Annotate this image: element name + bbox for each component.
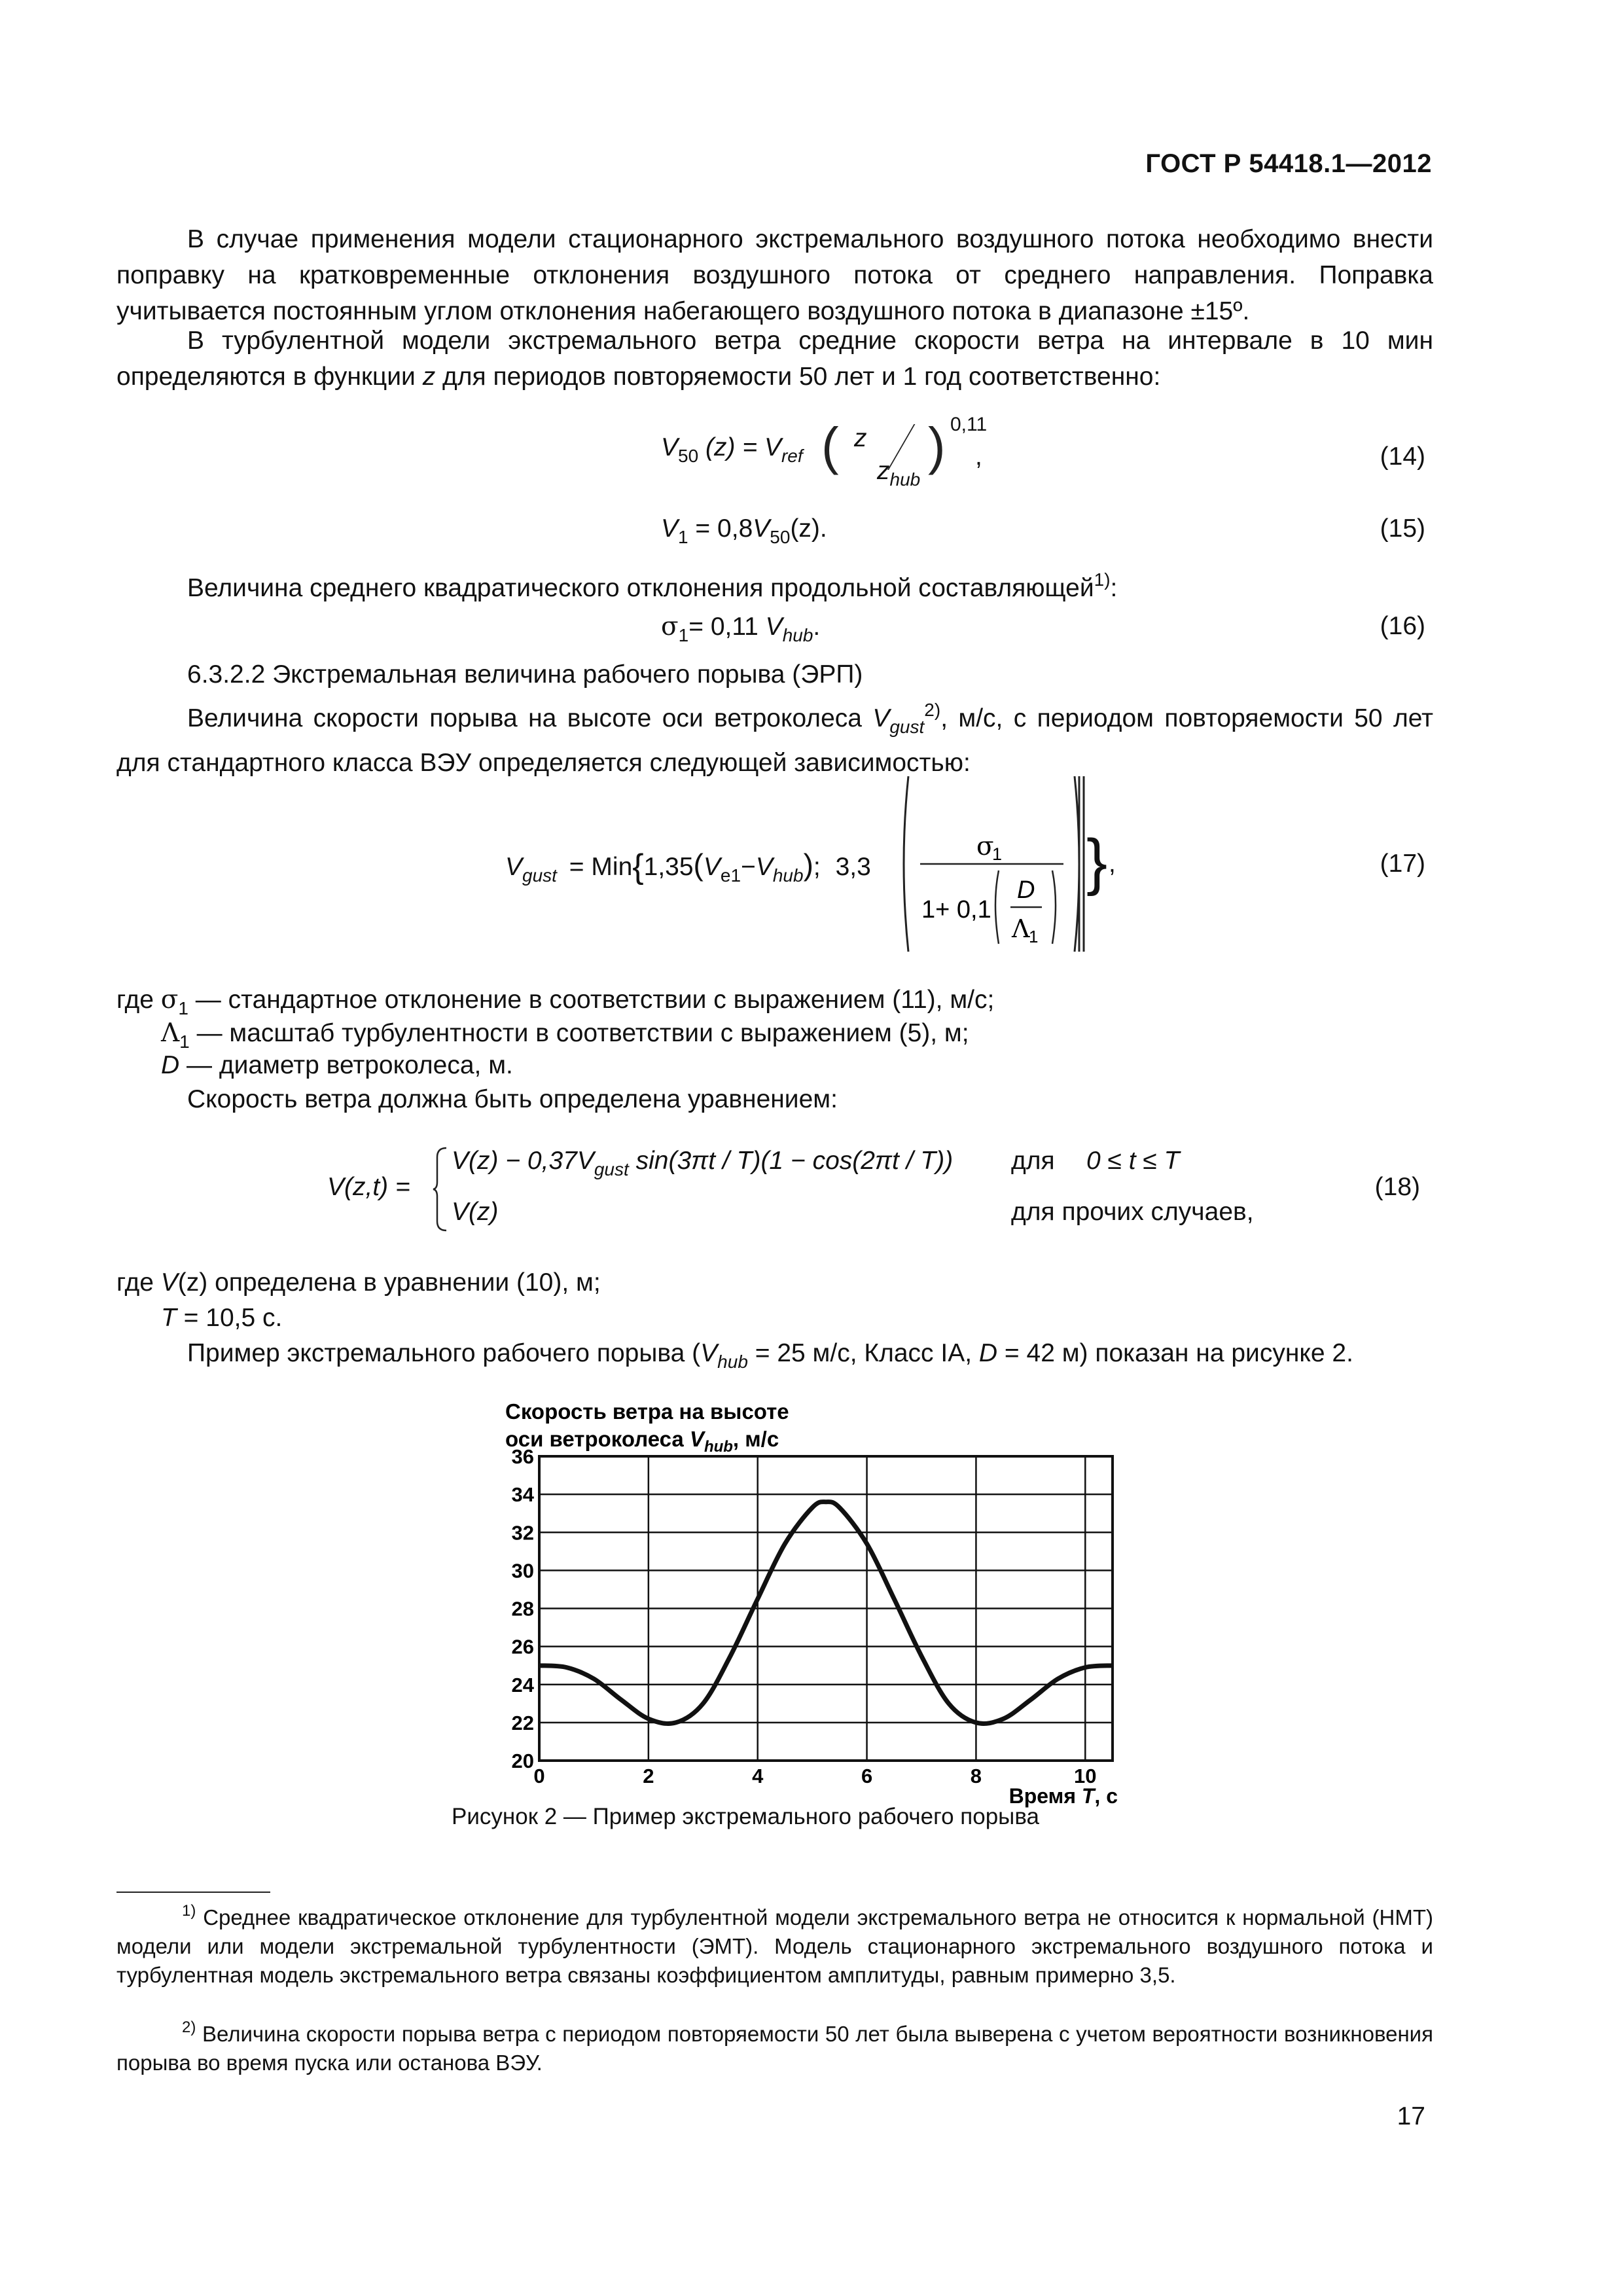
chart-series-line xyxy=(539,1502,1113,1724)
eq14-open-paren: ( xyxy=(821,417,839,475)
where-d: D — диаметр ветроколеса, м. xyxy=(161,1051,513,1079)
paragraph-turbulent-model: В турбулентной модели экстремального ветра средние скорости ветра на интервале в 10 мин определяются в функции z для периодов повторяемости 50 лет и 1 год соответственно: xyxy=(116,327,1433,391)
eq14-exponent: 0,11 xyxy=(950,414,988,435)
paragraph-wind-speed: Скорость ветра должна быть определена уравнением: xyxy=(187,1085,838,1113)
standard-header: ГОСТ Р 54418.1—2012 xyxy=(1145,149,1432,178)
footnote-2: $^{2)}$ Величина скорости порыва ветра с периодом повторяемости 50 лет была выверена с учетом вероятности возникновения порыва во время пуска или останова ВЭУ. xyxy=(116,2018,1433,2075)
eq18-brace xyxy=(432,1147,448,1232)
where-t: T = 10,5 с. xyxy=(161,1304,283,1332)
eq17-sigma-sub: 1 xyxy=(992,844,1003,864)
chart-y-tick-label: 32 xyxy=(511,1521,534,1545)
footnote-divider xyxy=(116,1892,270,1893)
eq17-fraction-block xyxy=(897,772,1106,956)
chart-title-line1: Скорость ветра на высоте xyxy=(505,1399,789,1424)
eq17-sigma: σ xyxy=(976,832,994,861)
page-number: 17 xyxy=(1397,2102,1425,2130)
equation-16: $\sigma_1= 0,11$ $V_{hub}$. xyxy=(661,612,821,645)
footnote-1: $^{1)}$ Среднее квадратическое отклонение для турбулентной модели экстремального ветра не относится к нормальной (НМТ) модели или модели экстремальной турбулентности (ЭМТ). Модель стационарного экстремального воздушного потока и турбулентная модель экстремального ветра связаны коэффициентом амплитуды, равным примерно 3,5. xyxy=(116,1902,1433,1987)
chart-y-ticks xyxy=(512,1445,535,1772)
figure-caption: Рисунок 2 — Пример экстремального рабочего порыва xyxy=(452,1804,1039,1829)
equation-number-17: (17) xyxy=(1380,850,1425,878)
equation-number-18: (18) xyxy=(1374,1173,1420,1201)
eq17-d: D xyxy=(1017,876,1035,904)
chart-x-tick-label: 4 xyxy=(752,1765,764,1787)
chart-y-tick-label: 34 xyxy=(511,1483,534,1507)
chart-title-line2: оси ветроколеса $V_{hub}$, м/с xyxy=(505,1427,779,1456)
where-vz: где V(z) определена в уравнении (10), м; xyxy=(116,1268,601,1297)
chart-x-axis-label: Время T, с xyxy=(1008,1784,1118,1808)
chart-y-tick-label: 28 xyxy=(511,1597,534,1621)
chart-y-tick-label: 24 xyxy=(511,1673,534,1696)
equation-15: $V_1 = 0,8V_{50}(z)$. xyxy=(661,514,827,547)
paragraph-gust: Величина скорости порыва на высоте оси ветроколеса $V_{gust}^{2)}$, м/с, с периодом повторяемости 50 лет для стандартного класса ВЭУ определяется следующей зависимостью: xyxy=(116,700,1433,777)
equation-14: $V_{50}$ $(z) = V_{ref}$ xyxy=(661,433,803,466)
equation-number-16: (16) xyxy=(1380,612,1425,640)
chart-x-tick-label: 10 xyxy=(1074,1765,1097,1787)
eq14-frac-num: z xyxy=(854,424,867,452)
paragraph-sigma: Величина среднего квадратического отклонения продольной составляющей$^{1)}$: xyxy=(187,569,1118,602)
chart-y-tick-label: 36 xyxy=(511,1445,534,1468)
equation-number-15: (15) xyxy=(1380,514,1425,543)
chart-y-tick-label: 30 xyxy=(511,1559,534,1583)
gust-chart xyxy=(484,1394,1139,1813)
eq17-den-pre: 1+ 0,1 xyxy=(921,896,991,924)
eq17-lambda-sub: 1 xyxy=(1029,927,1039,946)
where-lambda: $\Lambda_1$ — масштаб турбулентности в соответствии с выражением (5), м; xyxy=(161,1018,969,1052)
chart-y-tick-label: 26 xyxy=(511,1635,534,1659)
chart-x-tick-label: 8 xyxy=(970,1765,982,1787)
eq14-comma: , xyxy=(975,442,982,471)
document-page: ГОСТ Р 54418.1—2012 В случае применения модели стационарного экстремального воздушного потока необходимо внести поправку на кратковременные отклонения воздушного потока от среднего направления. Поправка учитывается постоянным углом отклонения набегающего воздушного потока в диапазоне ±15º. В турбулентной модели экстремального ветра средние скорости ветра на интервале в 10 мин определяются в функции z для периодов повторяемости 50 лет и 1 год соответственно: $V_{50}$ $(z) = V_{ref}$ ( z $z_{hub}$ ) 0,11 , (14) $V_1 = 0,8V_{50}(z)$. (15) Величина среднего квадратического отклонения продольной составляющей$^{1)}$: $\sigma_1= 0,11$ $V_{hub}$. (16) 6.3.2.2 Экстремальная величина рабочего порыва (ЭРП) Величина скорости порыва на высоте оси ветроколеса $V_{gust}^{2)}$, м/с, с периодом повторяемости 50 лет для стандартного класса ВЭУ определяется следующей зависимостью: $V_{gust} = Min\{1,35(V_{e1}-V_{hub})$; 3,3 σ 1 1+ 0,1 D Λ 1 } , (17) где $\sigma_1$ — стандартное отклонение в соответствии с выражением (11), м/с; $\Lambda_1$ — масштаб турбулентности в соответствии с выражением (5), м; D — диаметр ветроколеса, м. Скорость ветра должна быть определена уравнением: V(z,t) = $V(z) - 0,37V_{gust}$ sin(3πt / T)(1 − cos(2πt / T)) для 0 ≤ t ≤ T V(z) для прочих случаев, (18) где V(z) определена в уравнении (10), м; T = 10,5 с. Пример экстремального рабочего порыва ($V_{hub} = 25$ м/с, Класс IA, D = 42 м) показан на рисунке 2. Скорость ветра на высоте оси ветроколеса $V_{hub}$, м/с 20 22 24 26 28 30 32 34 36 0 2 4 6 8 10 Время T, с Рисунок 2 — Пример экстремального рабочего порыва $^{1)}$ Среднее квадратическое отклонение для турбулентной модели экстремального ветра не относится к нормальной (НМТ) модели или модели экстремальной турбулентности (ЭМТ). Модель стационарного экстремального воздушного потока и турбулентная модель экстремального ветра связаны коэффициентом амплитуды, равным примерно 3,5. $^{2)}$ Величина скорости порыва ветра с периодом повторяемости 50 лет была выверена с учетом вероятности возникновения порыва во время пуска или останова ВЭУ. 17 xyxy=(0,0,1623,2296)
paragraph-deviation: В случае применения модели стационарного экстремального воздушного потока необходимо внести поправку на кратковременные отклонения воздушного потока от среднего направления. Поправка учитывается постоянным углом отклонения набегающего воздушного потока в диапазоне ±15º. xyxy=(116,225,1433,325)
eq14-frac-den: $z_{hub}$ xyxy=(877,457,921,490)
paragraph-example: Пример экстремального рабочего порыва ($V_{hub} = 25$ м/с, Класс IA, D = 42 м) показан на рисунке 2. xyxy=(187,1339,1353,1372)
chart-y-tick-label: 22 xyxy=(511,1711,534,1734)
eq14-close-paren: ) xyxy=(928,417,946,475)
section-heading-6-3-2-2: 6.3.2.2 Экстремальная величина рабочего порыва (ЭРП) xyxy=(187,660,863,689)
chart-y-tick-label: 20 xyxy=(511,1749,534,1772)
where-sigma: где $\sigma_1$ — стандартное отклонение в соответствии с выражением (11), м/с; xyxy=(116,985,995,1018)
chart-x-tick-label: 2 xyxy=(643,1765,654,1787)
equation-number-14: (14) xyxy=(1380,442,1425,471)
chart-x-tick-label: 6 xyxy=(861,1765,873,1787)
chart-x-tick-label: 0 xyxy=(533,1765,545,1787)
eq17-lambda: Λ xyxy=(1012,914,1030,943)
